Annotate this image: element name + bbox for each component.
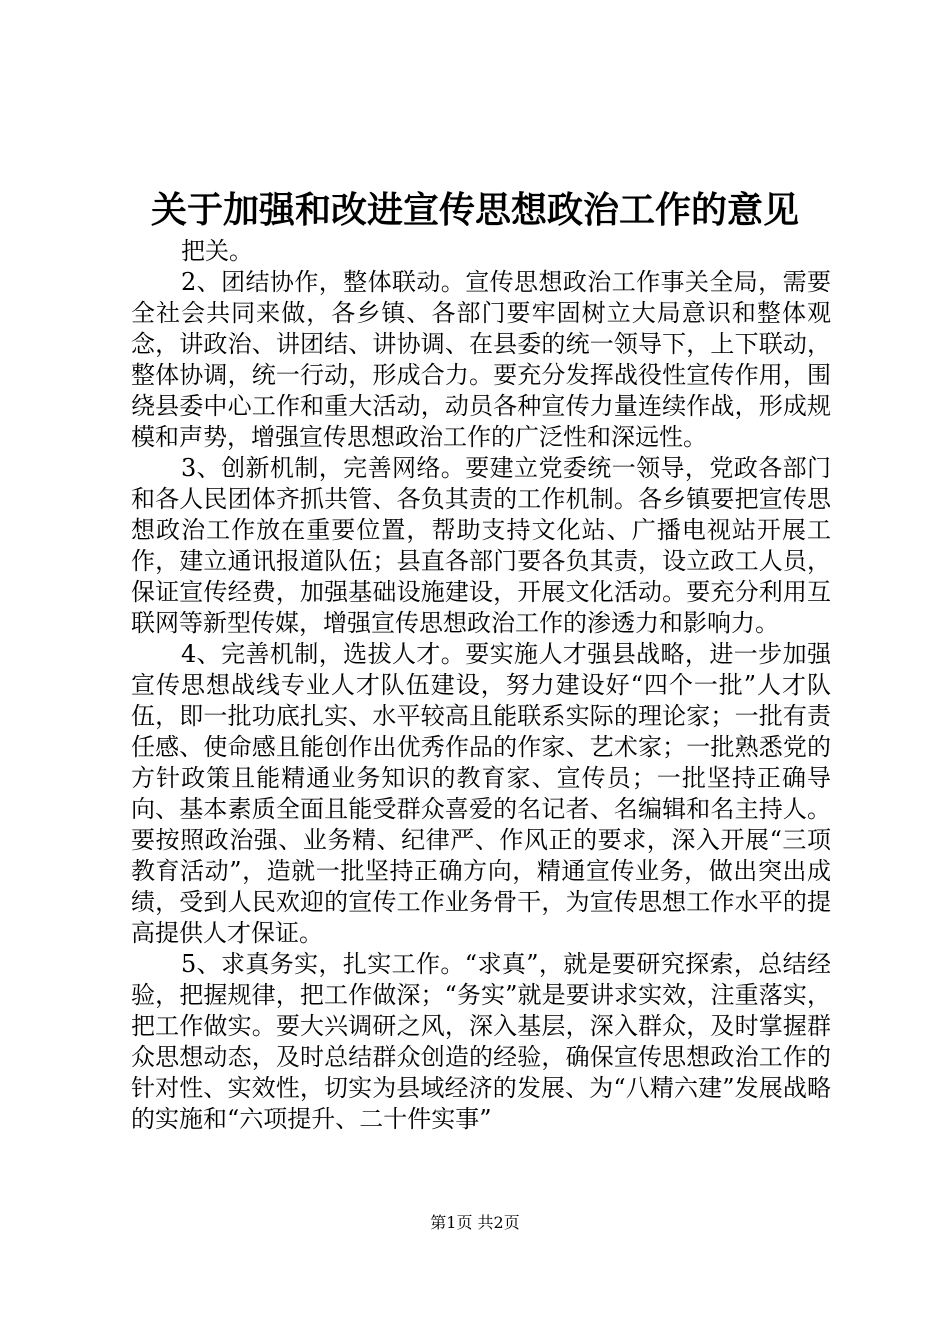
document-body [131, 236, 831, 1135]
document-title: 关于加强和改进宣传思想政治工作的意见 [150, 189, 799, 231]
paragraph-section-3: 3、创新机制，完善网络。要建立党委统一领导，党政各部门和各人民团体齐抓共管、各负其责的工作机制。各乡镇要把宣传思想政治工作放在重要位置，帮助支持文化站、广播电视站开展工作，建立通讯报道队伍；县直各部门要各负其责，设立政工人员，保证宣传经费，加强基础设施建设，开展文化活动。要充分利用互联网等新型传媒，增强宣传思想政治工作的渗透力和影响力。 [131, 454, 831, 637]
page-number-footer: 第1页 共2页 [430, 1213, 520, 1232]
paragraph-intro: 把关。 [181, 237, 253, 265]
paragraph-section-2: 2、团结协作，整体联动。宣传思想政治工作事关全局，需要全社会共同来做，各乡镇、各部门要牢固树立大局意识和整体观念，讲政治、讲团结、讲协调、在县委的统一领导下，上下联动，整体协调，统一行动，形成合力。要充分发挥战役性宣传作用，围绕县委中心工作和重大活动，动员各种宣传力量连续作战，形成规模和声势，增强宣传思想政治工作的广泛性和深远性。 [131, 268, 831, 451]
paragraph-section-4: 4、完善机制，选拔人才。要实施人才强县战略，进一步加强宣传思想战线专业人才队伍建设，努力建设好“四个一批”人才队伍，即一批功底扎实、水平较高且能联系实际的理论家；一批有责任感、使命感且能创作出优秀作品的作家、艺术家；一批熟悉党的方针政策且能精通业务知识的教育家、宣传员；一批坚持正确导向、基本素质全面且能受群众喜爱的名记者、名编辑和名主持人。要按照政治强、业务精、纪律严、作风正的要求，深入开展“三项教育活动”，造就一批坚持正确方向，精通宣传业务，做出突出成绩，受到人民欢迎的宣传工作业务骨干，为宣传思想工作水平的提高提供人才保证。 [131, 640, 831, 947]
paragraph-section-5: 5、求真务实，扎实工作。“求真”，就是要研究探索，总结经验，把握规律，把工作做深；“务实”就是要讲求实效，注重落实，把工作做实。要大兴调研之风，深入基层，深入群众，及时掌握群众思想动态，及时总结群众创造的经验，确保宣传思想政治工作的针对性、实效性，切实为县域经济的发展、为“八精六建”发展战略的实施和“六项提升、二十件实事” [131, 950, 831, 1133]
